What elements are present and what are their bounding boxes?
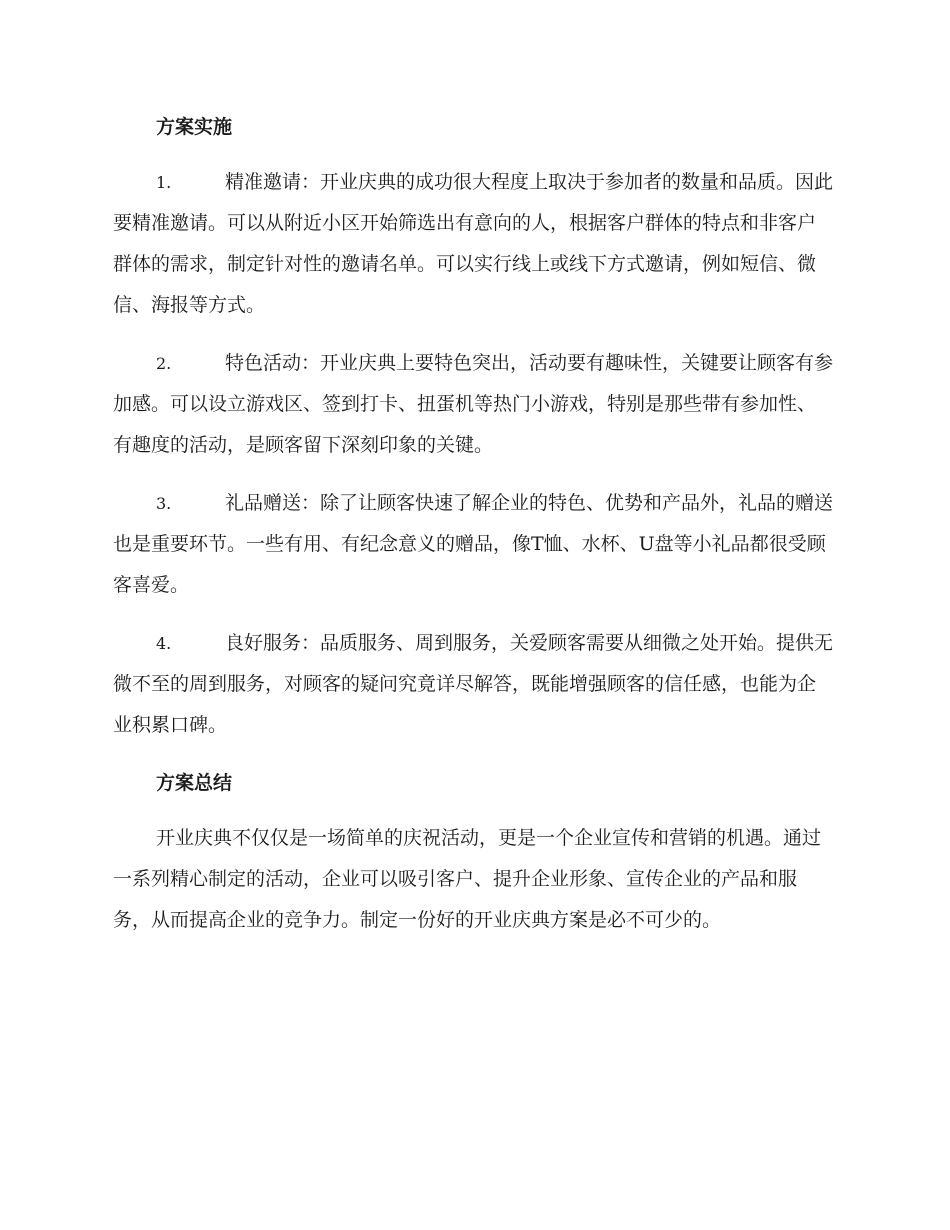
list-item-invitation xyxy=(113,162,833,326)
list-item-text: 良好服务：品质服务、周到服务，关爱顾客需要从细微之处开始。提供无微不至的周到服务，对顾客的疑问究竟详尽解答，既能增强顾客的信任感，也能为企业积累口碑。 xyxy=(113,632,834,736)
list-item-service xyxy=(113,623,833,746)
list-item-gifts xyxy=(113,483,833,606)
list-number: 1. xyxy=(156,173,172,192)
list-item-text: 特色活动：开业庆典上要特色突出，活动要有趣味性，关键要让顾客有参加感。可以设立游戏区、签到打卡、扭蛋机等热门小游戏，特别是那些带有参加性、有趣度的活动，是顾客留下深刻印象的关键。 xyxy=(113,352,834,456)
list-number: 3. xyxy=(156,494,172,513)
section-heading-implementation: 方案实施 xyxy=(156,116,233,138)
list-item-text: 精准邀请：开业庆典的成功很大程度上取决于参加者的数量和品质。因此要精准邀请。可以从附近小区开始筛选出有意向的人，根据客户群体的特点和非客户群体的需求，制定针对性的邀请名单。可以实行线上或线下方式邀请，例如短信、微信、海报等方式。 xyxy=(113,171,834,316)
list-number: 2. xyxy=(156,354,172,373)
section-heading-summary: 方案总结 xyxy=(156,772,233,794)
list-number: 4. xyxy=(156,634,172,653)
summary-paragraph: 开业庆典不仅仅是一场简单的庆祝活动，更是一个企业宣传和营销的机遇。通过一系列精心制定的活动，企业可以吸引客户、提升企业形象、宣传企业的产品和服务，从而提高企业的竞争力。制定一份好的开业庆典方案是必不可少的。 xyxy=(113,827,822,931)
list-item-text: 礼品赠送：除了让顾客快速了解企业的特色、优势和产品外，礼品的赠送也是重要环节。一些有用、有纪念意义的赠品，像T恤、水杯、U盘等小礼品都很受顾客喜爱。 xyxy=(113,492,834,596)
list-item-activities xyxy=(113,343,833,466)
